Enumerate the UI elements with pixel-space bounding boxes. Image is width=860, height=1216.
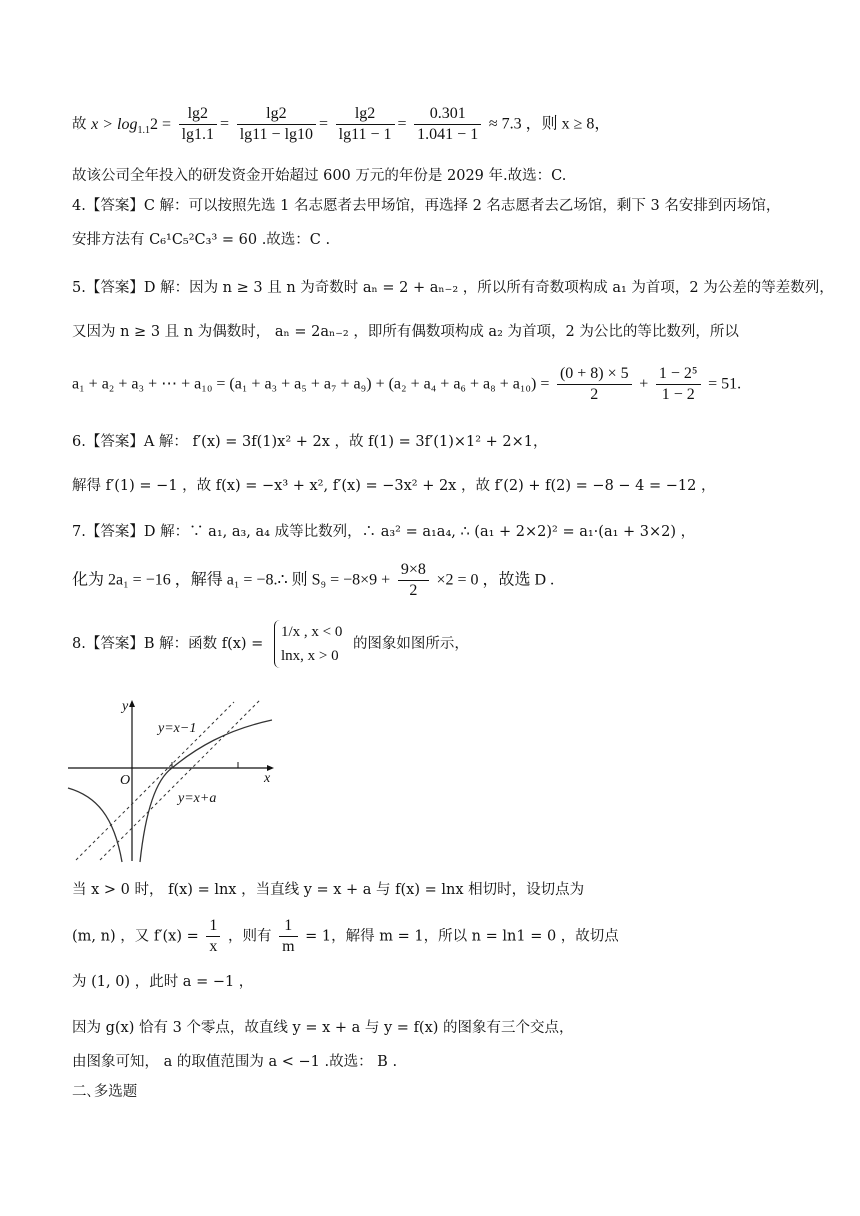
origin-label: O	[120, 773, 131, 788]
math-expr: $x > \log_{1.1}2$ =	[91, 115, 171, 136]
fraction: $\frac{(0 + 8) \times 5}{2}$	[557, 364, 632, 405]
function-graph	[66, 696, 280, 866]
answer-5-sum-line: a₁ + a₂ + a₃ + ⋯ + a₁₀ = (a₁ + a₃ + a₅ + a₇ + a₉) + (a₂ + a₄ + a₆ + a₈ + a₁₀) = $\frac{(0 + 8) \times 5}{2}$ + $\frac{\text{1 − 2⁵}}{1 - 2}$ = 51.	[72, 365, 742, 403]
fraction: $\frac{\lg 2}{\lg 1.1}$	[179, 104, 217, 145]
x-axis-label: x	[264, 771, 271, 786]
fraction: $\frac{9\times 8}{2}$	[398, 560, 429, 601]
solution-line-log: 故 $x > \log_{1.1}2$ = $\frac{\lg 2}{\lg 1.1}$ = $\frac{\lg 2}{\lg 11 - \lg 10}$ = $\frac{\lg 2}{\lg 11 - 1}$ = $\frac{0.301}{1.041 - 1}$ ≈ 7.3 ，则 x ≥ 8，	[72, 105, 611, 143]
answer-5-line: 5.【答案】D 解：因为 n ≥ 3 且 n 为奇数时 aₙ = 2 + aₙ₋₂ ，所以所有奇数项构成 a₁ 为首项，2 为公差的等差数列，	[72, 280, 834, 296]
line-label-1: y=x−1	[158, 721, 197, 736]
answer-4-line: 4.【答案】C 解：可以按照先选 1 名志愿者去甲场馆，再选择 2 名志愿者去乙场馆，剩下 3 名安排到丙场馆，	[72, 198, 781, 214]
answer-8-line-3: (m, n) ，又 f′(x) = $\frac{1}{x}$ ，则有 $\frac{1}{m}$ = 1，解得 m = 1，所以 n = ln1 = 0 ，故切点	[72, 917, 619, 955]
answer-8-line: 8.【答案】B 解：函数 f(x) = 1/x , x < 0 lnx, x > 0 的图象如图所示，	[72, 620, 469, 668]
answer-8-line-2: 当 x > 0 时， f(x) = lnx ，当直线 y = x + a 与 f(x) = lnx 相切时，设切点为	[72, 882, 585, 898]
answer-5-line-2: 又因为 n ≥ 3 且 n 为偶数时， aₙ = 2aₙ₋₂ ，即所有偶数项构成 a₂ 为首项，2 为公比的等比数列，所以	[72, 324, 739, 340]
answer-8-line-6: 由图象可知， a 的取值范围为 a < −1 .故选： B .	[72, 1054, 398, 1070]
answer-8-line-5: 因为 g(x) 恰有 3 个零点，故直线 y = x + a 与 y = f(x) 的图象有三个交点，	[72, 1020, 574, 1036]
line-label-2: y=x+a	[178, 791, 217, 806]
piecewise-function: 1/x , x < 0 lnx, x > 0	[274, 620, 342, 668]
fraction: $\frac{\lg 2}{\lg 11 - \lg 10}$	[237, 104, 316, 145]
solution-line: 故该公司全年投入的研发资金开始超过 600 万元的年份是 2029 年.故选：C.	[72, 168, 567, 184]
fraction: $\frac{1}{x}$	[206, 916, 220, 957]
answer-7-line: 7.【答案】D 解：∵ a₁, a₃, a₄ 成等比数列，∴ a₃² = a₁a₄, ∴ (a₁ + 2×2)² = a₁·(a₁ + 3×2) ，	[72, 524, 696, 540]
answer-6-line-2: 解得 f′(1) = −1 ，故 f(x) = −x³ + x², f′(x) = −3x² + 2x ，故 f′(2) + f(2) = −8 − 4 = −12 ，	[72, 478, 716, 494]
section-heading: 二､多选题	[72, 1084, 138, 1100]
fraction: $\frac{0.301}{1.041 - 1}$	[414, 104, 481, 145]
fraction: $\frac{\lg 2}{\lg 11 - 1}$	[336, 104, 395, 145]
math-result: ≈ 7.3 ，则 x ≥ 8，	[488, 115, 611, 133]
answer-6-line: 6.【答案】A 解： f′(x) = 3f(1)x² + 2x ，故 f(1) = 3f′(1)×1² + 2×1，	[72, 434, 548, 450]
fraction: $\frac{1}{m}$	[279, 916, 297, 957]
answer-8-line-4: 为 (1, 0) ，此时 a = −1 ，	[72, 974, 254, 990]
text-prefix: 故	[72, 116, 87, 133]
fraction: $\frac{\text{1 − 2⁵}}{1 - 2}$	[656, 364, 701, 405]
answer-7-line-2: 化为 2a₁ = −16 ，解得 a₁ = −8.∴ 则 S₉ = −8×9 + $\frac{9\times 8}{2}$ ×2 = 0 ，故选 D .	[72, 561, 555, 599]
answer-4-line-2: 安排方法有 C₆¹C₅²C₃³ = 60 .故选：C .	[72, 232, 331, 248]
y-axis-label: y	[122, 699, 129, 714]
